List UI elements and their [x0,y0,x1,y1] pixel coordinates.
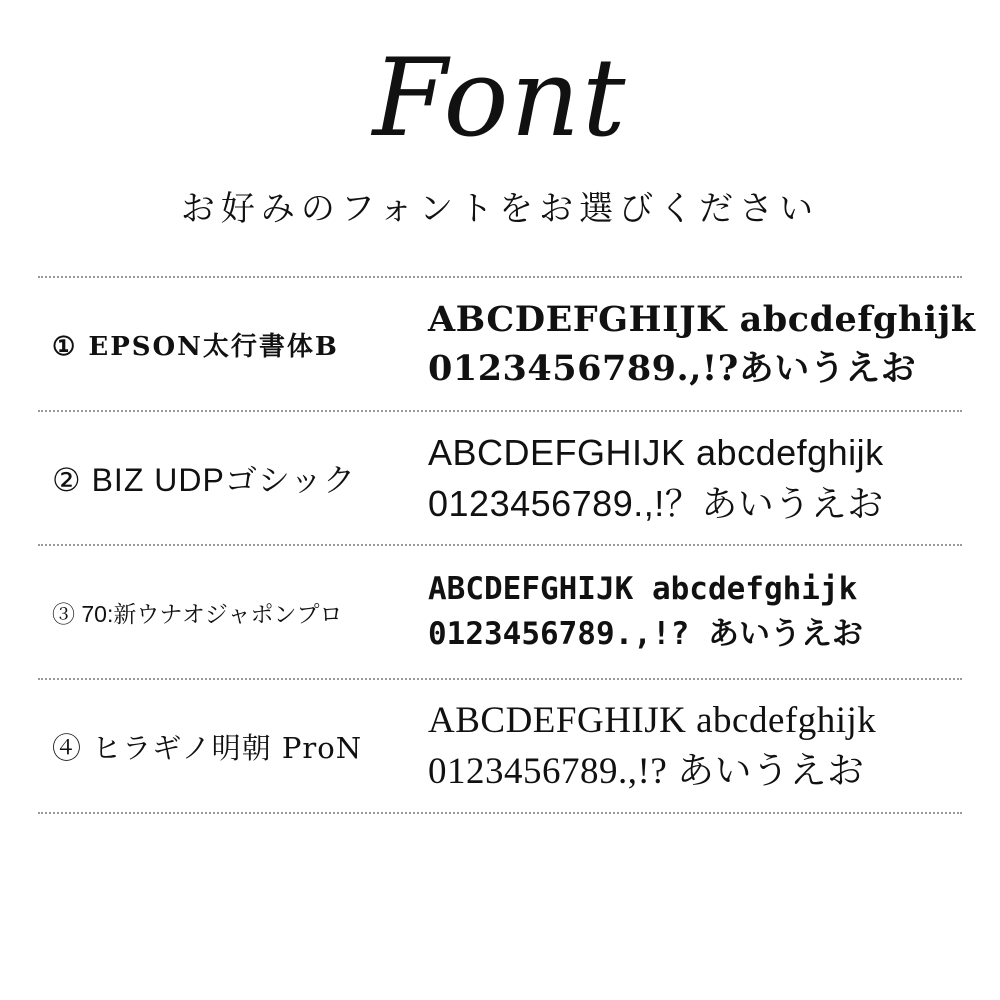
font-name [38,596,428,629]
font-name [38,455,428,501]
font-sample [428,567,962,657]
font-index: ② [52,462,82,499]
sample-line-1: ABCDEFGHIJK abcdefghijk [428,298,976,340]
font-sample [428,295,982,394]
font-sample [428,427,962,529]
font-label: BIZ UDPゴシック [91,462,357,499]
font-index: ③ [52,600,75,627]
sample-line-1: ABCDEFGHIJK abcdefghijk [428,700,877,742]
list-item[interactable] [0,412,1000,544]
divider [38,812,962,814]
sample-line-2: 0123456789.,!？あいうえお [428,483,884,525]
page-title: Font [372,36,628,161]
page-header [0,0,1000,230]
sample-line-2: 0123456789.,!? あいうえお [428,751,865,793]
sample-line-1: ABCDEFGHIJK abcdefghijk [428,432,884,474]
font-name [38,726,428,767]
font-index: ④ [52,730,83,765]
font-label: 70:新ウナオジャポンプロ [81,600,343,627]
sample-line-2: 0123456789.,!?あいうえお [428,348,917,390]
page-subtitle: お好みのフォントをお選びください [180,189,820,230]
sample-line-2: 0123456789.,!? あいうえお [428,616,863,653]
font-index: ① [52,331,78,362]
list-item[interactable] [0,546,1000,678]
list-item[interactable] [0,278,1000,410]
font-label: EPSON太行書体B [88,331,339,362]
font-sample [428,695,962,797]
font-label: ヒラギノ明朝 ProN [92,730,363,765]
sample-line-1: ABCDEFGHIJK abcdefghijk [428,571,858,608]
list-item[interactable] [0,680,1000,812]
font-list [0,278,1000,814]
font-name [38,326,428,363]
